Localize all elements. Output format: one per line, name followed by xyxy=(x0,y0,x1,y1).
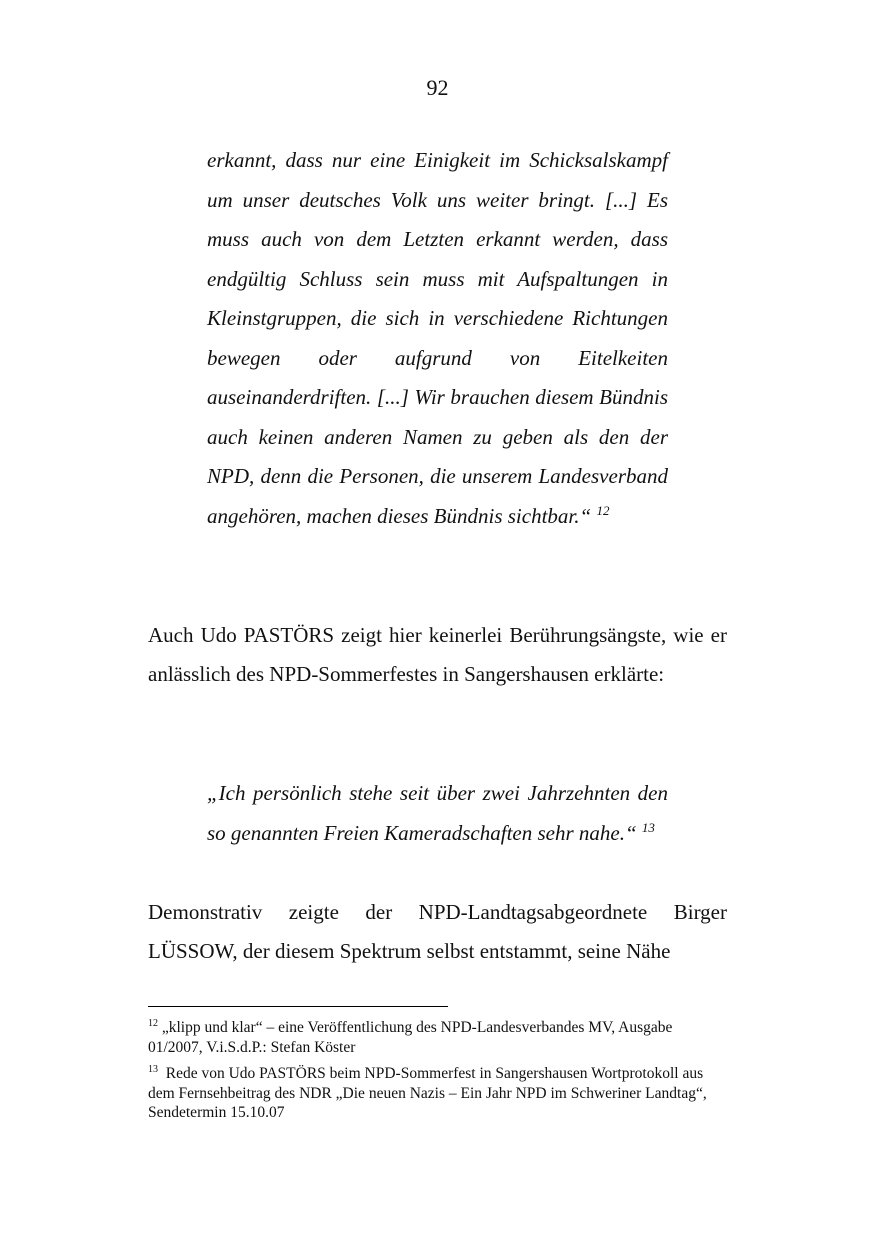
footnote-13-text: Rede von Udo PASTÖRS beim NPD-Sommerfest in Sangershausen Wortprotokoll aus dem Fernsehbeitrag des NDR „Die neuen Nazis – Ein Jahr NPD im Schweriner Landtag“, Sendetermin 15.10.07 xyxy=(148,1065,707,1121)
footnote-12 xyxy=(148,1018,727,1057)
paragraph-1: Auch Udo PASTÖRS zeigt hier keinerlei Berührungsängste, wie er anlässlich des NPD-Sommerfestes in Sangershausen erklärte: xyxy=(148,623,727,687)
footnote-separator xyxy=(148,1006,448,1007)
quote-2-text: „Ich persönlich stehe seit über zwei Jahrzehnten den so genannten Freien Kameradschaften sehr nahe.“ xyxy=(207,781,668,845)
page-number: 92 xyxy=(426,75,449,100)
block-quote-1 xyxy=(207,141,668,536)
footnote-13 xyxy=(148,1064,727,1123)
footnote-13-number: 13 xyxy=(148,1064,158,1075)
quote-1-text: erkannt, dass nur eine Einigkeit im Schicksalskampf um unser deutsches Volk uns weiter bringt. [...] Es muss auch von dem Letzten erkannt werden, dass endgültig Schluss sein muss mit Aufspaltungen in Kleinstgruppen, die sich in verschiedene Richtungen bewegen oder aufgrund von Eitelkeiten auseinanderdriften. [...] Wir brauchen diesem Bündnis auch keinen anderen Namen zu geben als den der NPD, denn die Personen, die unserem Landesverband angehören, machen dieses Bündnis sichtbar.“ xyxy=(207,148,668,528)
block-quote-2 xyxy=(207,774,668,853)
paragraph-2: Demonstrativ zeigte der NPD-Landtagsabgeordnete Birger LÜSSOW, der diesem Spektrum selbst entstammt, seine Nähe xyxy=(148,900,727,964)
footnote-12-text: „klipp und klar“ – eine Veröffentlichung des NPD-Landesverbandes MV, Ausgabe 01/2007, V.i.S.d.P.: Stefan Köster xyxy=(148,1019,673,1056)
footnote-12-number: 12 xyxy=(148,1018,158,1029)
footnote-ref-12[interactable]: 12 xyxy=(596,502,610,518)
footnote-ref-13[interactable]: 13 xyxy=(641,819,655,835)
